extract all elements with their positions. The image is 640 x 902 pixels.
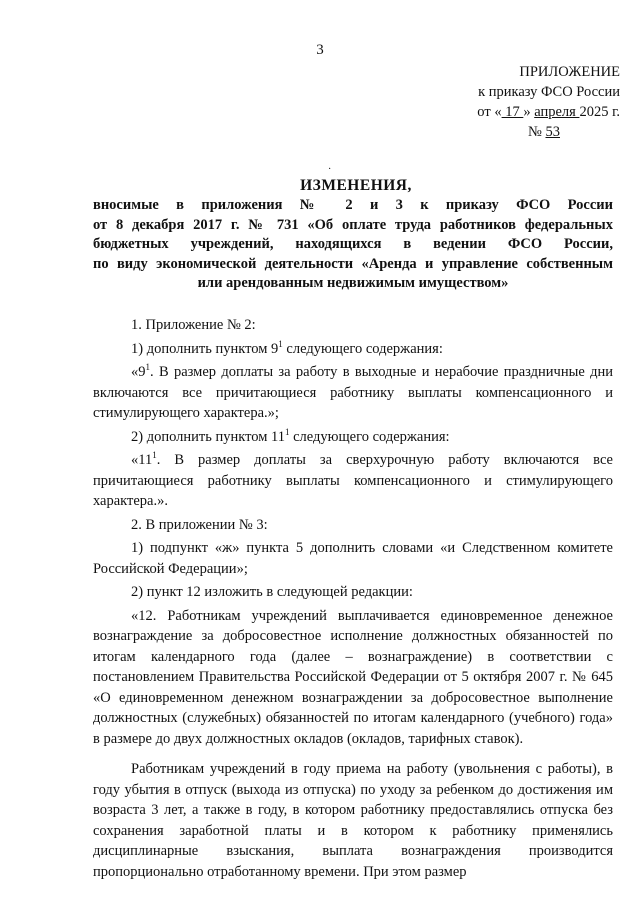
paragraph: 2) дополнить пунктом $11^1$ следующего содержания: — [131, 426, 450, 445]
changes-title: ИЗМЕНЕНИЯ, — [300, 177, 412, 194]
paragraph: 2) пункт 12 изложить в следующей редакции: — [131, 584, 413, 600]
heading-line-1: вносимые в приложения № 2 и 3 к приказу ФСО России — [93, 197, 613, 213]
page-number: 3 — [316, 42, 324, 58]
paragraph: 1. Приложение № 2: — [131, 317, 256, 333]
appendix-order: к приказу ФСО России — [478, 84, 620, 100]
heading-line-2: от 8 декабря 2017 г. № 731 «Об оплате труда работников федеральных — [93, 216, 613, 233]
stray-dot: · — [328, 164, 332, 175]
paragraph: «$9^1$. В размер доплаты за работу в выходные и нерабочие праздничные дни включаются все причитающиеся работнику выплаты компенсационного и стимулирующего характера.»; — [93, 362, 613, 421]
appendix-title: ПРИЛОЖЕНИЕ — [519, 64, 620, 80]
paragraph: 1) подпункт «ж» пункта 5 дополнить словами «и Следственном комитете Российской Федерации»; — [93, 540, 613, 577]
paragraph: «$11^1$. В размер доплаты за сверхурочную работу включаются все причитающиеся работнику выплаты компенсационного и стимулирующего характера.». — [93, 450, 613, 509]
order-number: 53 — [545, 124, 560, 140]
heading-line-5: или арендованным недвижимым имуществом» — [197, 275, 509, 291]
appendix-number: № 53 — [528, 124, 560, 140]
paragraph: 2. В приложении № 3: — [131, 516, 268, 533]
document-body — [93, 315, 613, 882]
heading-line-4: по виду экономической деятельности «Аренда и управление собственным — [93, 255, 613, 272]
date-day: 17 — [501, 104, 524, 120]
date-month: апреля — [534, 104, 580, 120]
paragraph: «12. Работникам учреждений выплачивается единовременное денежное вознаграждение за добросовестное исполнение должностных обязанностей по итогам календарного года (далее – вознаграждение) в соответствии с постановлением Правительства Российской Федерации от 5 октября 2007 г. № 645 «О единовременном денежном вознаграждении за добросовестное выполнение должностных (служебных) обязанностей по итогам календарного (учебного) года» в размере до двух должностных окладов (окладов, тарифных ставок). — [93, 607, 613, 747]
paragraph: Работникам учреждений в году приема на работу (увольнения с работы), в году убытия в отпуск (выхода из отпуска) по уходу за ребенком до достижения им возраста 3 лет, а также в году, в котором работнику предоставлялись отпуска без сохранения заработной платы и в котором к работнику применялись дисциплинарные взыскания, выплата вознаграждения производится пропорционально отработанному времени. При этом размер — [93, 761, 613, 880]
paragraph: 1) дополнить пунктом $9^1$ следующего содержания: — [131, 338, 443, 357]
appendix-date: от « 17 » апреля 2025 г. — [477, 104, 620, 120]
heading-line-3: бюджетных учреждений, находящихся в ведении ФСО России, — [93, 236, 613, 252]
changes-heading — [93, 196, 613, 294]
